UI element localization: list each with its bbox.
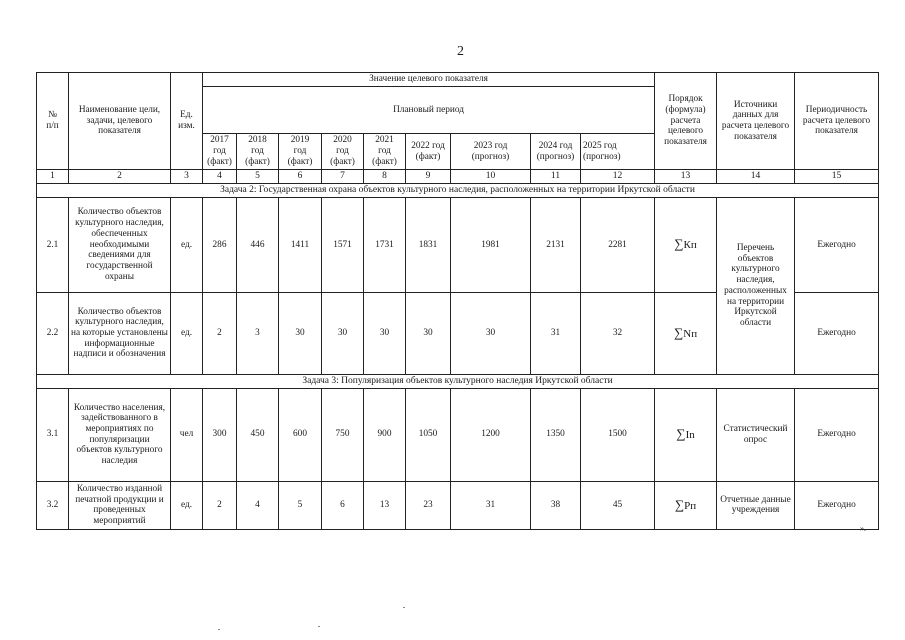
value-cell: 31	[451, 481, 531, 529]
value-cell: 4	[237, 481, 279, 529]
indicator-name: Количество объектов культурного наследия, на которые установлены информационные надписи и обозначения	[69, 292, 171, 374]
value-cell: 1981	[451, 197, 531, 292]
unit: ед.	[171, 292, 203, 374]
value-cell: 30	[364, 292, 406, 374]
value-cell: 286	[203, 197, 237, 292]
table-row	[37, 481, 879, 529]
value-cell: 31	[531, 292, 581, 374]
column-number: 4	[203, 170, 237, 184]
data-source: Статистический опрос	[717, 388, 795, 481]
data-source: Перечень объектов культурного наследия, расположенных на территории Иркутской области	[717, 197, 795, 374]
scan-speck	[218, 629, 220, 630]
header-sources: Источники данных для расчета целевого показателя	[717, 73, 795, 170]
column-number: 2	[69, 170, 171, 184]
column-number: 13	[655, 170, 717, 184]
formula-variable: In	[685, 429, 695, 442]
periodicity: Ежегодно	[795, 481, 879, 529]
value-cell: 6	[322, 481, 364, 529]
header-year: 2017 год (факт)	[203, 134, 237, 170]
value-cell: 32	[581, 292, 655, 374]
value-cell: 45	[581, 481, 655, 529]
page-number: 2	[457, 44, 464, 59]
sigma-icon: ∑	[673, 324, 684, 340]
formula-variable: Pп	[684, 499, 697, 512]
row-number: 3.1	[37, 388, 69, 481]
formula-variable: Кп	[683, 239, 697, 252]
value-cell: 1500	[581, 388, 655, 481]
header-order: Порядок (формула) расчета целевого показателя	[655, 73, 717, 170]
value-cell: 3	[237, 292, 279, 374]
header-name: Наименование цели, задачи, целевого показателя	[69, 73, 171, 170]
formula-cell	[655, 388, 717, 481]
value-cell: 38	[531, 481, 581, 529]
table-row	[37, 197, 879, 292]
header-year: 2023 год (прогноз)	[451, 134, 531, 170]
row-number: 2.1	[37, 197, 69, 292]
column-number: 7	[322, 170, 364, 184]
indicator-name: Количество изданной печатной продукции и проведенных мероприятий	[69, 481, 171, 529]
unit: чел	[171, 388, 203, 481]
header-unit: Ед. изм.	[171, 73, 203, 170]
formula-cell	[655, 292, 717, 374]
value-cell: 450	[237, 388, 279, 481]
column-number: 1	[37, 170, 69, 184]
indicator-name: Количество населения, задействованного в мероприятиях по популяризации объектов культурного наследия	[69, 388, 171, 481]
periodicity: Ежегодно	[795, 388, 879, 481]
value-cell: 2	[203, 481, 237, 529]
table-row	[37, 388, 879, 481]
value-cell: 1831	[406, 197, 451, 292]
value-cell: 5	[279, 481, 322, 529]
column-number: 12	[581, 170, 655, 184]
value-cell: 30	[279, 292, 322, 374]
header-plan-period: Плановый период	[203, 87, 655, 134]
header-year: 2024 год (прогноз)	[531, 134, 581, 170]
value-cell: 1731	[364, 197, 406, 292]
value-cell: 1050	[406, 388, 451, 481]
task-2-heading: Задача 2: Государственная охрана объектов культурного наследия, расположенных на территории Иркутской области	[37, 183, 879, 197]
periodicity: Ежегодно	[795, 197, 879, 292]
value-cell: 1571	[322, 197, 364, 292]
unit: ед.	[171, 197, 203, 292]
value-cell: 900	[364, 388, 406, 481]
column-number: 10	[451, 170, 531, 184]
column-number: 8	[364, 170, 406, 184]
task-3-heading: Задача 3: Популяризация объектов культурного наследия Иркутской области	[37, 374, 879, 388]
value-cell: 300	[203, 388, 237, 481]
value-cell: 13	[364, 481, 406, 529]
formula-cell	[655, 197, 717, 292]
header-target-value: Значение целевого показателя	[203, 73, 655, 87]
scan-speck	[403, 607, 405, 608]
row-number: 2.2	[37, 292, 69, 374]
header-periodicity: Периодичность расчета целевого показателя	[795, 73, 879, 170]
column-number: 5	[237, 170, 279, 184]
value-cell: 30	[322, 292, 364, 374]
sigma-icon: ∑	[676, 426, 686, 442]
header-year: 2021 год (факт)	[364, 134, 406, 170]
header-year: 2018 год (факт)	[237, 134, 279, 170]
formula-variable: Nп	[683, 327, 698, 340]
header-year: 2022 год (факт)	[406, 134, 451, 170]
value-cell: 446	[237, 197, 279, 292]
sigma-icon: ∑	[674, 236, 684, 252]
scan-speck	[318, 626, 320, 627]
column-number: 15	[795, 170, 879, 184]
value-cell: 23	[406, 481, 451, 529]
formula-cell	[655, 481, 717, 529]
header-num: № п/п	[37, 73, 69, 170]
value-cell: 2	[203, 292, 237, 374]
indicator-name: Количество объектов культурного наследия, обеспеченных необходимыми сведениями для государственной охраны	[69, 197, 171, 292]
value-cell: 1411	[279, 197, 322, 292]
value-cell: 30	[451, 292, 531, 374]
header-year: 2019 год (факт)	[279, 134, 322, 170]
column-number: 6	[279, 170, 322, 184]
value-cell: 750	[322, 388, 364, 481]
target-indicators-table	[36, 72, 879, 530]
value-cell: 600	[279, 388, 322, 481]
column-number: 3	[171, 170, 203, 184]
value-cell: 2131	[531, 197, 581, 292]
closing-quote-mark: ».	[860, 524, 866, 533]
unit: ед.	[171, 481, 203, 529]
value-cell: 1350	[531, 388, 581, 481]
value-cell: 2281	[581, 197, 655, 292]
column-number: 9	[406, 170, 451, 184]
header-year: 2020 год (факт)	[322, 134, 364, 170]
value-cell: 1200	[451, 388, 531, 481]
header-year: 2025 год (прогноз)	[581, 134, 655, 170]
row-number: 3.2	[37, 481, 69, 529]
value-cell: 30	[406, 292, 451, 374]
data-source: Отчетные данные учреждения	[717, 481, 795, 529]
sigma-icon: ∑	[674, 496, 685, 512]
periodicity: Ежегодно	[795, 292, 879, 374]
column-number: 14	[717, 170, 795, 184]
column-number: 11	[531, 170, 581, 184]
